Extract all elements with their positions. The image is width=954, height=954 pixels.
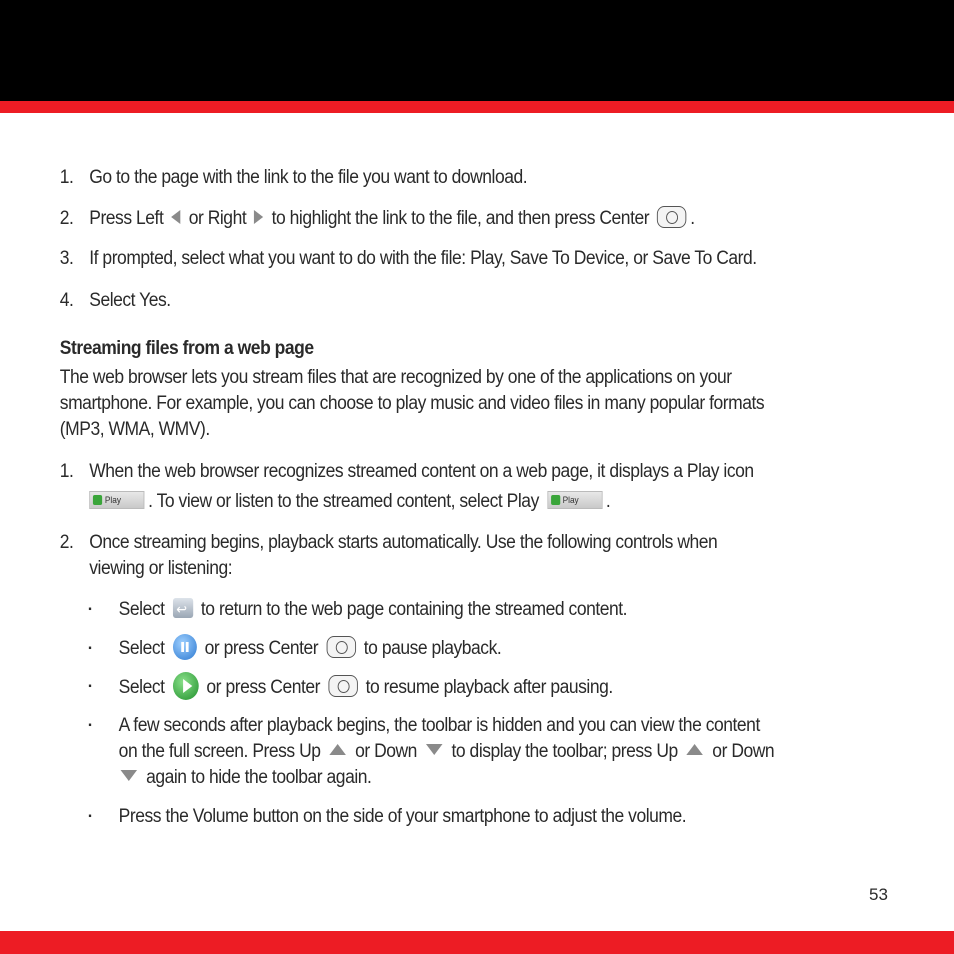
step-number: 2. (59, 532, 74, 553)
step-number: 3. (59, 248, 74, 269)
header-red-stripe (0, 101, 954, 113)
up-arrow-icon (330, 744, 347, 755)
up-arrow-icon (687, 744, 704, 755)
step-text: Go to the page with the link to the file you want to download. (89, 167, 528, 188)
step-text-part: . To view or listen to the streamed content, select Play (148, 491, 539, 512)
bullet-text (119, 739, 775, 765)
bullet-text-part: to resume playback after pausing. (365, 677, 613, 699)
step-text: Once streaming begins, playback starts automatically. Use the following controls when (89, 532, 718, 553)
center-button-icon (326, 636, 355, 658)
step-text: viewing or listening: (89, 558, 233, 579)
bullet-text-part: or Down (355, 741, 417, 762)
step-text (89, 206, 694, 232)
chip-label: Play (104, 494, 121, 505)
bullet-text-part: or press Center (206, 677, 321, 699)
bullet-text-part: on the full screen. Press Up (118, 741, 321, 762)
intro-line-2: smartphone. For example, you can choose to play music and video files in many popular formats (59, 393, 765, 414)
step-number: 4. (59, 290, 74, 311)
step-number: 1. (59, 167, 74, 188)
back-icon (173, 598, 193, 618)
intro-line-3: (MP3, WMA, WMV). (59, 419, 210, 440)
chip-label: Play (562, 494, 579, 505)
bullet-text-part: or Down (712, 741, 775, 762)
step-number: 2. (59, 208, 74, 229)
step-text-part: or Right (188, 208, 247, 229)
header-black-bar (0, 0, 954, 101)
bullet-text-part: Select (118, 677, 165, 699)
down-arrow-icon (426, 744, 443, 755)
bullet-marker: ▪ (88, 720, 92, 731)
step-text (89, 489, 610, 515)
center-button-icon (328, 675, 357, 697)
page-number: 53 (869, 885, 888, 904)
bullet-text-part: to display the toolbar; press Up (451, 741, 678, 762)
bullet-marker: ▪ (88, 643, 92, 654)
bullet-text (119, 674, 613, 702)
down-arrow-icon (121, 770, 138, 781)
bullet-text (119, 597, 627, 623)
step-text-part: to highlight the link to the file, and then press Center (271, 208, 650, 229)
bullet-text (119, 636, 502, 662)
step-text-part: . (690, 208, 695, 229)
step-text: When the web browser recognizes streamed content on a web page, it displays a Play icon (89, 461, 754, 482)
play-chip-icon (89, 491, 144, 509)
pause-icon (173, 634, 197, 660)
footer-red-stripe (0, 931, 954, 954)
play-icon (173, 672, 199, 700)
bullet-text-part: to pause playback. (363, 638, 502, 660)
step-text: If prompted, select what you want to do with the file: Play, Save To Device, or Save To Card. (89, 248, 757, 269)
bullet-text: Press the Volume button on the side of your smartphone to adjust the volume. (118, 806, 687, 827)
bullet-text-part: Select (118, 638, 165, 660)
bullet-text-part: or press Center (204, 638, 319, 660)
bullet-marker: ▪ (88, 811, 92, 822)
bullet-text (119, 765, 372, 791)
step-text-part: Press Left (89, 208, 164, 229)
intro-line-1: The web browser lets you stream files that are recognized by one of the applications on your (59, 367, 732, 388)
step-text: Select Yes. (89, 290, 171, 311)
play-chip-icon (547, 491, 602, 509)
center-button-icon (657, 206, 686, 228)
right-arrow-icon (254, 210, 263, 224)
bullet-text-part: to return to the web page containing the streamed content. (200, 599, 628, 620)
left-arrow-icon (171, 210, 180, 224)
bullet-text: A few seconds after playback begins, the toolbar is hidden and you can view the content (118, 715, 760, 736)
bullet-marker: ▪ (88, 681, 92, 692)
step-number: 1. (59, 461, 74, 482)
section-heading: Streaming files from a web page (59, 338, 314, 359)
bullet-text-part: again to hide the toolbar again. (146, 767, 372, 788)
step-text-part: . (605, 491, 611, 512)
bullet-marker: ▪ (88, 604, 92, 615)
bullet-text-part: Select (118, 599, 165, 620)
